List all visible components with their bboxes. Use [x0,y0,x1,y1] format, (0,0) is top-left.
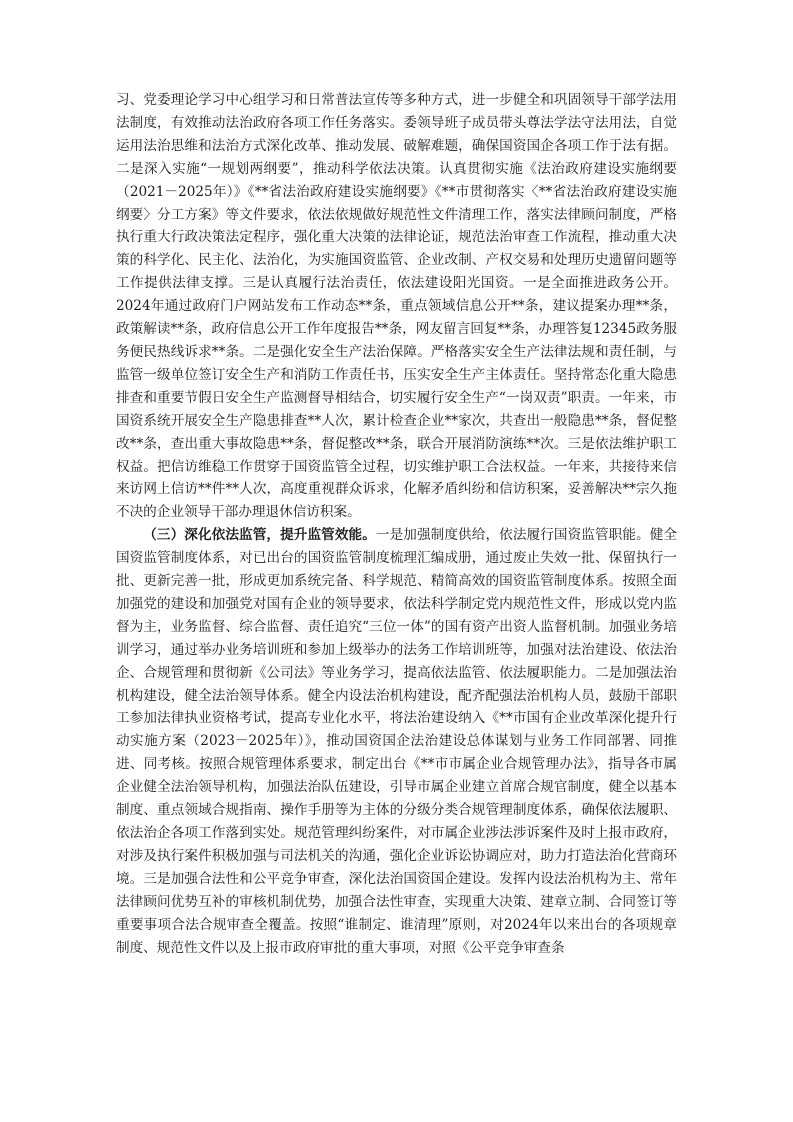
body-paragraph: 习、党委理论学习中心组学习和日常普法宣传等多种方式，进一步健全和巩固领导干部学法用法制度，有效推动法治政府各项工作任务落实。委领导班子成员带头尊法学法守法用法，自觉运用法治思维和法治方式深化改革、推动发展、破解难题，确保国资国企各项工作于法有据。二是深入实施“一规划两纲要”，推动科学依法决策。认真贯彻实施《法治政府建设实施纲要（2021－2025年）》《**省法治政府建设实施纲要》《**市贯彻落实〈**省法治政府建设实施纲要〉分工方案》等文件要求，依法依规做好规范性文件清理工作，落实法律顾问制度，严格执行重大行政决策法定程序，强化重大决策的法律论证，规范法治审查工作流程，推动重大决策的科学化、民主化、法治化，为实施国资监管、企业改制、产权交易和处理历史遗留问题等工作提供法律支撑。三是认真履行法治责任，依法建设阳光国资。一是全面推进政务公开。2024年通过政府门户网站发布工作动态**条，重点领域信息公开**条，建议提案办理**条，政策解读**条，政府信息公开工作年度报告**条，网友留言回复**条，办理答复12345政务服务便民热线诉求**条。二是强化安全生产法治保障。严格落实安全生产法律法规和责任制，与监管一级单位签订安全生产和消防工作责任书，压实安全生产主体责任。坚持常态化重大隐患排查和重要节假日安全生产监测督导相结合，切实履行安全生产“一岗双责”职责。一年来，市国资系统开展安全生产隐患排查**人次，累计检查企业**家次，共查出一般隐患**条，督促整改**条，查出重大事故隐患**条，督促整改**条，联合开展消防演练**次。三是依法维护职工权益。把信访维稳工作贯穿于国资监管全过程，切实维护职工合法权益。一年来，共接待来信来访网上信访**件**人次，高度重视群众诉求，化解矛盾纠纷和信访积案，妥善解决**宗久拖不决的企业领导干部办理退休信访积案。 [116,92,677,521]
section-paragraph [116,524,677,959]
document-page [116,89,677,959]
section-body: 一是加强制度供给，依法履行国资监管职能。健全国资监管制度体系，对已出台的国资监管制度梳理汇编成册，通过废止失效一批、保留执行一批、更新完善一批，形成更加系统完备、科学规范、精简高效的国资监管制度体系。按照全面加强党的建设和加强党对国有企业的领导要求，依法科学制定党内规范性文件，形成以党内监督为主，业务监督、综合监督、责任追究“三位一体”的国有资产出资人监督机制。加强业务培训学习，通过举办业务培训班和参加上级举办的法务工作培训班等，加强对法治建设、依法治企、合规管理和贯彻新《公司法》等业务学习，提高依法监管、依法履职能力。二是加强法治机构建设，健全法治领导体系。健全内设法治机构建设，配齐配强法治机构人员，鼓励干部职工参加法律执业资格考试，提高专业化水平，将法治建设纳入《**市国有企业改革深化提升行动实施方案（2023－2025年）》，推动国资国企法治建设总体谋划与业务工作同部署、同推进、同考核。按照合规管理体系要求，制定出台《**市市属企业合规管理办法》，指导各市属企业健全法治领导机构，加强法治队伍建设，引导市属企业建立首席合规官制度，健全以基本制度、重点领域合规指南、操作手册等为主体的分级分类合规管理制度体系，确保依法履职、依法治企各项工作落到实处。规范管理纠纷案件，对市属企业涉法涉诉案件及时上报市政府，对涉及执行案件积极加强与司法机关的沟通，强化企业诉讼协调应对，助力打造法治化营商环境。三是加强合法性和公平竞争审查，深化法治国资国企建设。发挥内设法治机构为主、常年法律顾问优势互补的审核机制优势，加强合法性审查，实现重大决策、建章立制、合同签订等重要事项合法合规审查全覆盖。按照“谁制定、谁清理”原则，对2024年以来出台的各项规章制度、规范性文件以及上报市政府审批的重大事项，对照《公平竞争审查条 [116,527,678,956]
section-heading: （三）深化依法监管，提升监管效能。 [143,527,376,544]
